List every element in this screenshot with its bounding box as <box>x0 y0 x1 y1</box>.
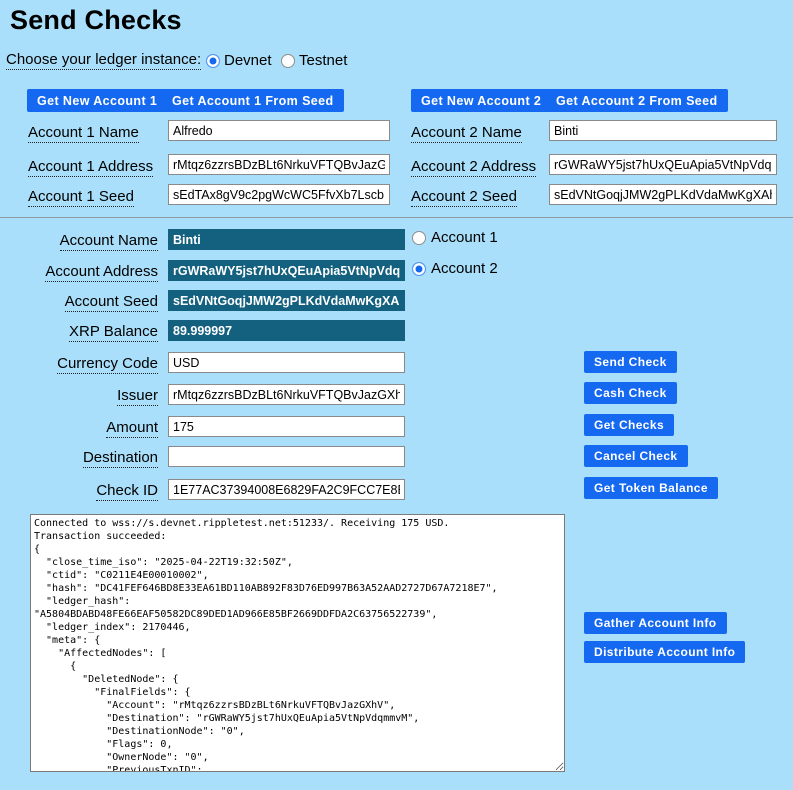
account2-name-field[interactable] <box>549 120 777 141</box>
account2-address-label: Account 2 Address <box>411 158 537 175</box>
page-title: Send Checks <box>10 5 182 35</box>
account1-name-field[interactable] <box>168 120 390 141</box>
account-seed-label: Account Seed <box>64 293 158 310</box>
amount-field[interactable] <box>168 416 405 437</box>
devnet-radio-label: Devnet <box>224 52 272 69</box>
account2-seed-label: Account 2 Seed <box>411 188 517 205</box>
devnet-radio[interactable] <box>206 54 220 68</box>
account-seed-field[interactable] <box>168 290 405 311</box>
gather-account-info-button[interactable]: Gather Account Info <box>584 612 727 634</box>
account2-seed-field[interactable] <box>549 184 777 205</box>
cancel-check-button[interactable]: Cancel Check <box>584 445 688 467</box>
testnet-radio-label: Testnet <box>299 52 348 69</box>
account1-address-label: Account 1 Address <box>28 158 154 175</box>
account1-select-label: Account 1 <box>431 229 498 246</box>
xrp-balance-field[interactable] <box>168 320 405 341</box>
account1-select-radio[interactable] <box>412 231 426 245</box>
account2-select-label: Account 2 <box>431 260 498 277</box>
get-new-account1-button[interactable]: Get New Account 1 <box>27 89 167 112</box>
account-name-label: Account Name <box>59 232 158 249</box>
get-account1-from-seed-button[interactable]: Get Account 1 From Seed <box>162 89 344 112</box>
account1-seed-field[interactable] <box>168 184 390 205</box>
results-console[interactable] <box>30 514 565 772</box>
cash-check-button[interactable]: Cash Check <box>584 382 677 404</box>
ledger-instance-label: Choose your ledger instance: <box>6 51 202 68</box>
get-account2-from-seed-button[interactable]: Get Account 2 From Seed <box>546 89 728 112</box>
amount-label: Amount <box>106 419 158 436</box>
account-name-field[interactable] <box>168 229 405 250</box>
send-check-button[interactable]: Send Check <box>584 351 677 373</box>
issuer-label: Issuer <box>117 387 158 404</box>
account1-address-field[interactable] <box>168 154 390 175</box>
testnet-radio[interactable] <box>281 54 295 68</box>
distribute-account-info-button[interactable]: Distribute Account Info <box>584 641 745 663</box>
currency-code-field[interactable] <box>168 352 405 373</box>
account-address-field[interactable] <box>168 260 405 281</box>
get-token-balance-button[interactable]: Get Token Balance <box>584 477 718 499</box>
get-checks-button[interactable]: Get Checks <box>584 414 674 436</box>
section-divider <box>0 217 793 218</box>
account1-name-label: Account 1 Name <box>28 124 139 141</box>
get-new-account2-button[interactable]: Get New Account 2 <box>411 89 551 112</box>
check-id-label: Check ID <box>96 482 158 499</box>
account-address-label: Account Address <box>45 263 158 280</box>
currency-code-label: Currency Code <box>57 355 158 372</box>
account2-name-label: Account 2 Name <box>411 124 522 141</box>
account2-select-radio[interactable] <box>412 262 426 276</box>
account1-seed-label: Account 1 Seed <box>28 188 134 205</box>
destination-label: Destination <box>82 449 158 466</box>
issuer-field[interactable] <box>168 384 405 405</box>
xrp-balance-label: XRP Balance <box>69 323 158 340</box>
check-id-field[interactable] <box>168 479 405 500</box>
account2-address-field[interactable] <box>549 154 777 175</box>
destination-field[interactable] <box>168 446 405 467</box>
